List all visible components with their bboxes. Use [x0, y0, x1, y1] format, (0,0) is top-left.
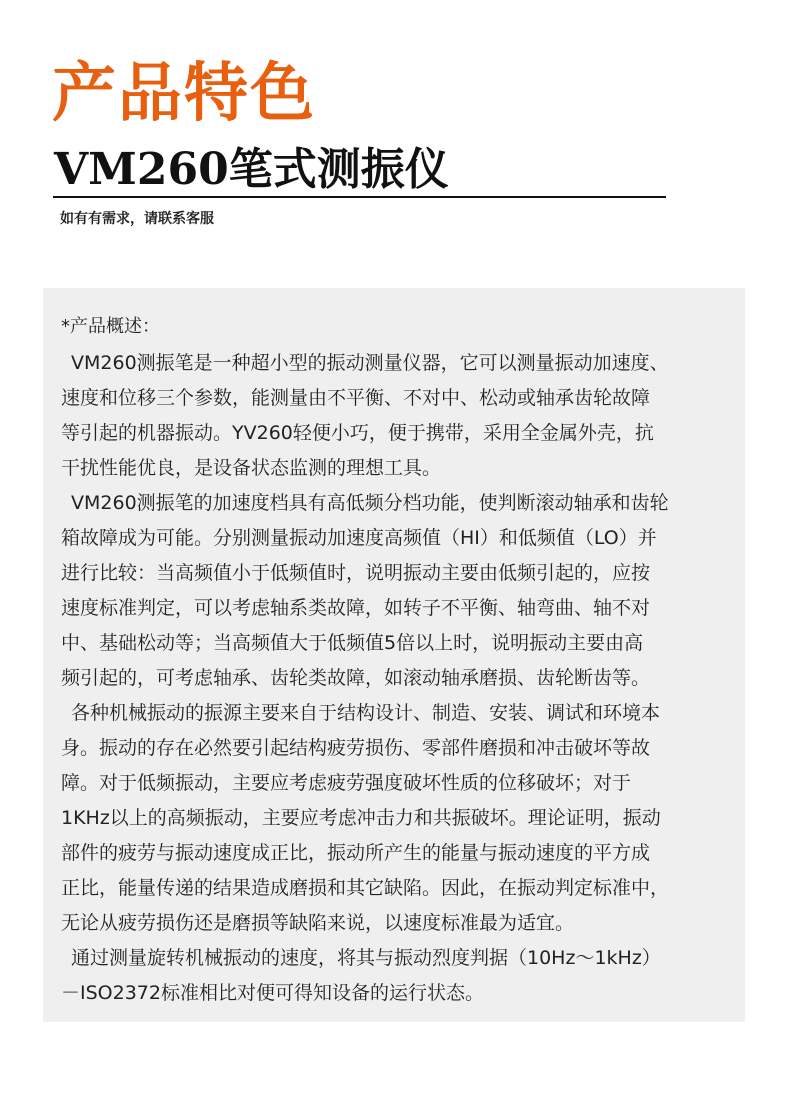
overview-line: 频引起的，可考虑轴承、齿轮类故障，如滚动轴承磨损、齿轮断齿等。 — [61, 667, 651, 689]
overview-line: 通过测量旋转机械振动的速度，将其与振动烈度判据（10Hz～1kHz） — [71, 947, 661, 969]
overview-line: －ISO2372标准相比对便可得知设备的运行状态。 — [61, 982, 484, 1004]
title-divider — [53, 196, 666, 198]
overview-line: 各种机械振动的振源主要来自于结构设计、制造、安装、调试和环境本 — [71, 702, 661, 724]
overview-line: 无论从疲劳损伤还是磨损等缺陷来说，以速度标准最为适宜。 — [61, 912, 575, 934]
product-name: VM260笔式测振仪 — [54, 144, 449, 195]
overview-panel — [43, 288, 745, 1022]
overview-line: 等引起的机器振动。YV260轻便小巧，便于携带，采用全金属外壳，抗 — [61, 422, 654, 444]
contact-note: 如有有需求，请联系客服 — [60, 211, 214, 227]
overview-line: 部件的疲劳与振动速度成正比，振动所产生的能量与振动速度的平方成 — [61, 842, 651, 864]
overview-line: VM260测振笔是一种超小型的振动测量仪器，它可以测量振动加速度、 — [71, 352, 669, 374]
overview-line: 1KHz以上的高频振动，主要应考虑冲击力和共振破坏。理论证明，振动 — [61, 807, 661, 829]
overview-line: 身。振动的存在必然要引起结构疲劳损伤、零部件磨损和冲击破坏等故 — [61, 737, 651, 759]
overview-line: 正比，能量传递的结果造成磨损和其它缺陷。因此，在振动判定标准中， — [61, 877, 670, 899]
overview-line: VM260测振笔的加速度档具有高低频分档功能，使判断滚动轴承和齿轮 — [71, 492, 669, 514]
overview-line: 中、基础松动等；当高频值大于低频值5倍以上时，说明振动主要由高 — [61, 632, 644, 654]
overview-line: 速度标准判定，可以考虑轴系类故障，如转子不平衡、轴弯曲、轴不对 — [61, 597, 651, 619]
overview-heading: *产品概述： — [61, 316, 160, 337]
overview-line: 进行比较：当高频值小于低频值时，说明振动主要由低频引起的，应按 — [61, 562, 651, 584]
section-title: 产品特色 — [52, 56, 316, 131]
overview-line: 障。对于低频振动，主要应考虑疲劳强度破坏性质的位移破坏；对于 — [61, 772, 632, 794]
overview-line: 速度和位移三个参数，能测量由不平衡、不对中、松动或轴承齿轮故障 — [61, 387, 651, 409]
overview-line: 箱故障成为可能。分别测量振动加速度高频值（HI）和低频值（LO）并 — [61, 527, 657, 549]
overview-text — [61, 312, 737, 1013]
overview-line: 干扰性能优良，是设备状态监测的理想工具。 — [61, 457, 442, 479]
